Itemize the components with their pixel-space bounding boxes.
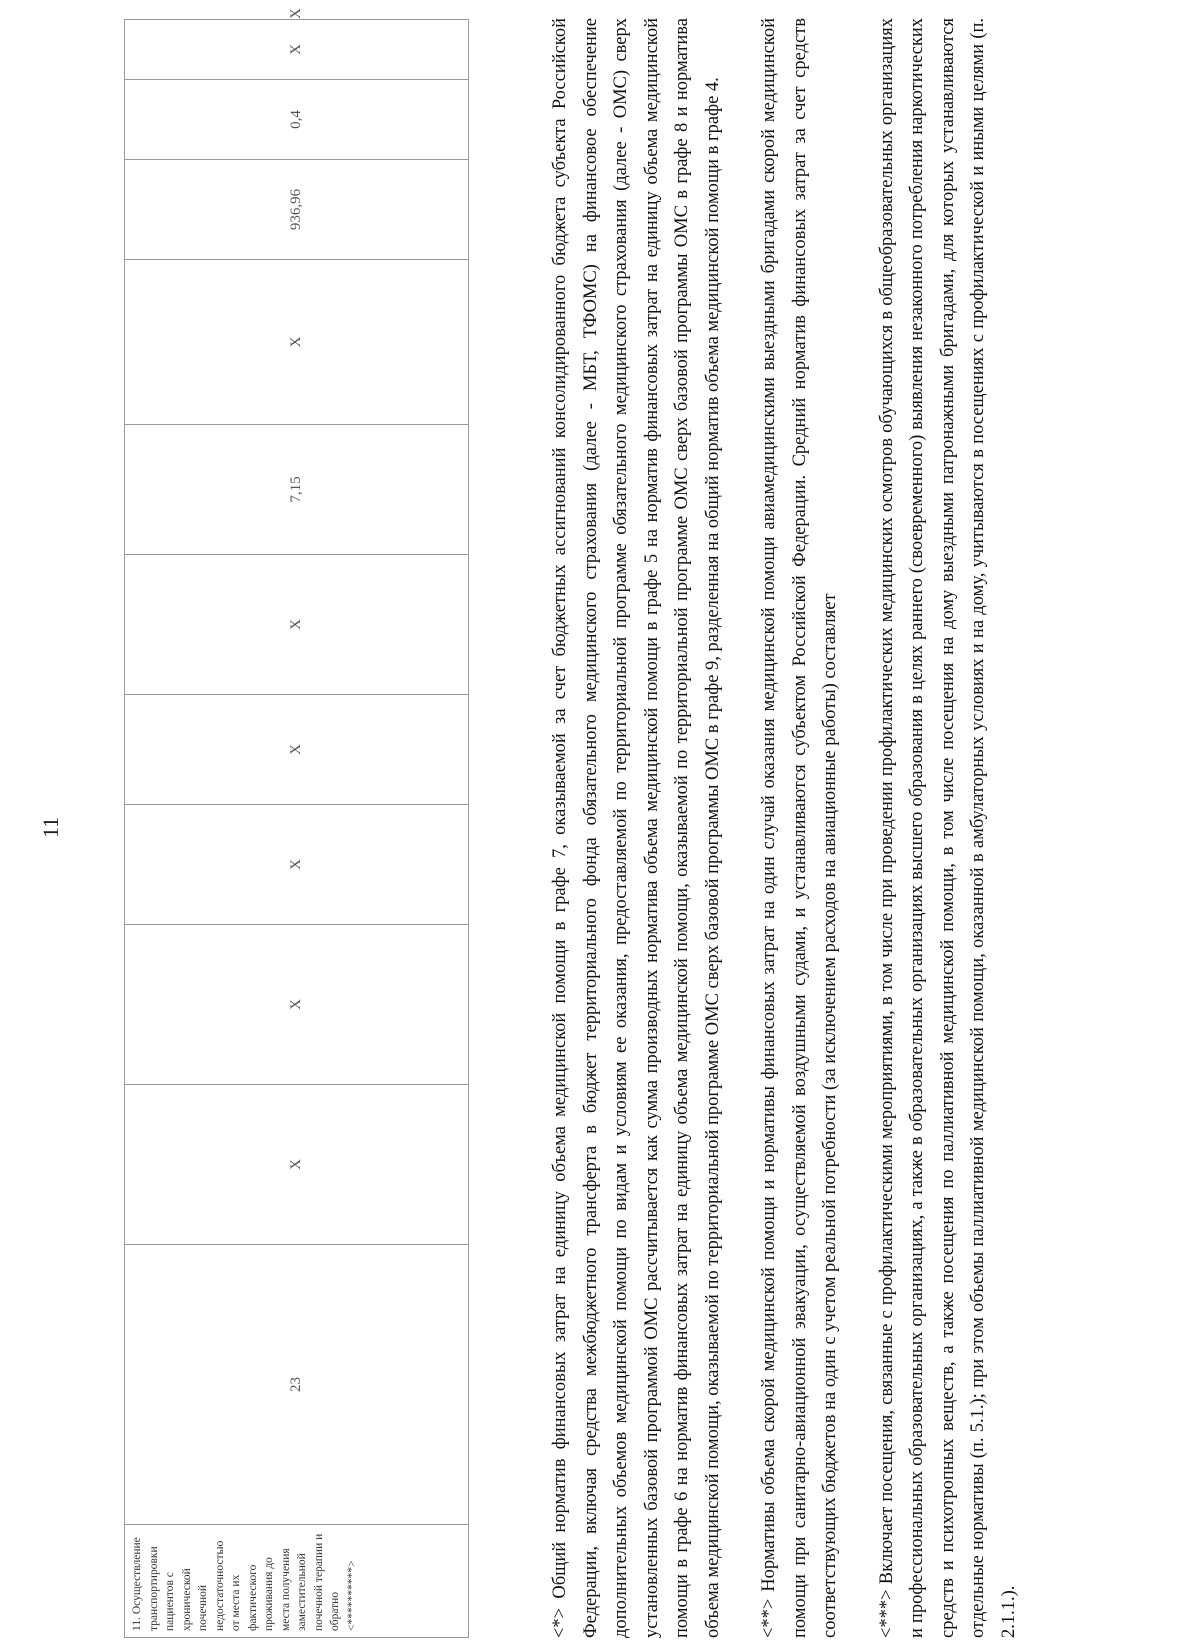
footnotes: [545, 18, 1050, 1638]
table-row: 11. Осуществление транспортировки пациентов с хронической почечной недостаточностью от места их фактического проживания до места получения заместительной почечной терапии и обратно <**********> 23 Х Х Х Х Х 7,15 Х 936,96 0,4 Х Х: [125, 20, 469, 1638]
table-cell: Х: [125, 555, 469, 695]
table-cell: 7,15: [125, 425, 469, 555]
row-label-cell: 11. Осуществление транспортировки пациентов с хронической почечной недостаточностью от места их фактического проживания до места получения заместительной почечной терапии и обратно <**********>: [125, 1525, 469, 1638]
footnote-1: <*> Общий норматив финансовых затрат на единицу объема медицинской помощи в графе 7, оказываемой за счет бюджетных ассигнований консолидированного бюджета субъекта Российской Федерации, включая средства межбюджетного трансферта в бюджет территориального фонда обязательного медицинского страхования (далее - МБТ, ТФОМС) на финансовое обеспечение дополнительных объемов медицинской помощи по видам и условиям ее оказания, предоставляемой по территориальной программе обязательного медицинского страхования (далее - ОМС) сверх установленных базовой программой ОМС рассчитывается как сумма производных норматива объема медицинской помощи в графе 5 на норматив финансовых затрат на единицу объема медицинской помощи в графе 6 на норматив финансовых затрат на единицу объема медицинской помощи, оказываемой по территориальной программе ОМС сверх базовой программы ОМС в графе 8 и норматива объема медицинской помощи, оказываемой по территориальной программе ОМС сверх базовой программы ОМС в графе 9, разделенная на общий норматив объема медицинской помощи в графе 4.: [550, 18, 723, 1638]
table-cell: Х: [125, 260, 469, 425]
page-number: 11: [38, 816, 63, 838]
data-table: [124, 8, 469, 1638]
table-cell: Х: [125, 695, 469, 805]
footnote-3: <***> Включает посещения, связанные с профилактическими мероприятиями, в том числе при проведении профилактических медицинских осмотров обучающихся в общеобразовательных организациях и профессиональных образовательных организациях, а также в образовательных организациях высшего образования в целях раннего (своевременного) выявления незаконного потребления наркотических средств и психотропных веществ, а также посещения по паллиативной медицинской помощи, в том числе посещения на дому выездными патронажными бригадами, для которых устанавливаются отдельные нормативы (п. 5.1.); при этом объемы паллиативной медицинской помощи, оказанной в амбулаторных условиях и на дому, учитываются в посещениях с профилактической и иными целями (п. 2.1.1.).: [876, 18, 1019, 1638]
table-cell: Х: [125, 1085, 469, 1245]
table-cell: 936,96: [125, 160, 469, 260]
table-cell: Х: [125, 805, 469, 925]
table-cell: 23: [125, 1245, 469, 1525]
table-cell: 0,4: [125, 80, 469, 160]
footnote-2: <**> Нормативы объема скорой медицинской помощи и нормативы финансовых затрат на один случай оказания медицинской помощи авиамедицинскими выездными бригадами скорой медицинской помощи при санитарно-авиационной эвакуации, осуществляемой воздушными судами, и устанавливаются субъектом Российской Федерации. Средний норматив финансовых затрат за счет средств соответствующих бюджетов на один с учетом реальной потребности (за исключением расходов на авиационные работы) составляет: [759, 18, 840, 1638]
table-cell: Х: [125, 20, 469, 80]
table-cell: Х: [125, 925, 469, 1085]
